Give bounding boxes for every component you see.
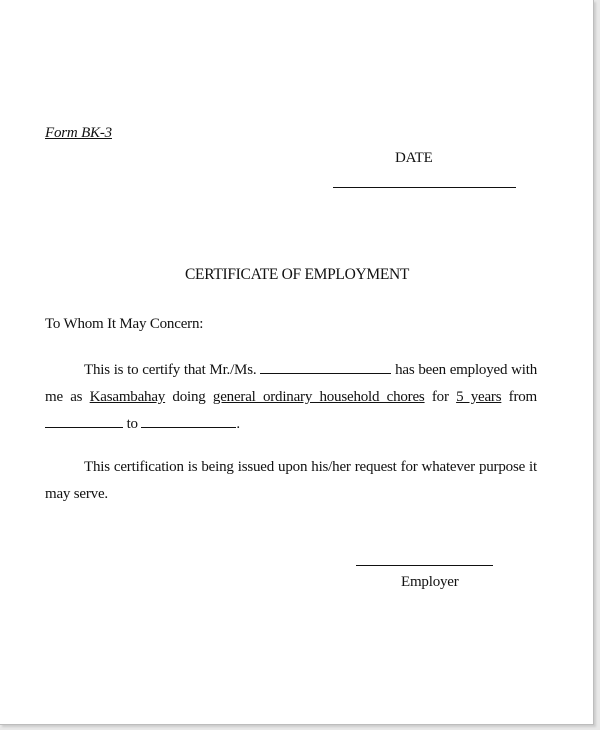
- start-date-blank: [45, 413, 123, 428]
- salutation: To Whom It May Concern:: [45, 316, 204, 332]
- period-text: .: [236, 416, 240, 432]
- end-date-blank: [141, 413, 236, 428]
- from-text: from: [508, 389, 538, 405]
- for-text: for: [431, 389, 449, 405]
- form-number: Form BK-3: [45, 125, 112, 141]
- certification-paragraph: [45, 357, 537, 438]
- intro-text: This is to certify that Mr./Ms.: [84, 362, 257, 378]
- position-value: Kasambahay: [89, 389, 166, 405]
- employer-signature-line: [356, 565, 493, 566]
- employer-label: Employer: [401, 574, 459, 590]
- to-text: to: [126, 416, 138, 432]
- purpose-paragraph: [45, 454, 537, 508]
- date-signature-line: [333, 187, 516, 188]
- employee-name-blank: [260, 359, 391, 374]
- doing-text: doing: [172, 389, 206, 405]
- employed-text: has been employed with me as: [45, 362, 537, 405]
- date-label: DATE: [395, 150, 433, 166]
- duration-value: 5 years: [456, 389, 502, 405]
- certificate-title: CERTIFICATE OF EMPLOYMENT: [185, 266, 410, 283]
- purpose-text: This certification is being issued upon his/her request for whatever purpose it may serve.: [45, 459, 537, 502]
- duties-value: general ordinary household chores: [212, 389, 425, 405]
